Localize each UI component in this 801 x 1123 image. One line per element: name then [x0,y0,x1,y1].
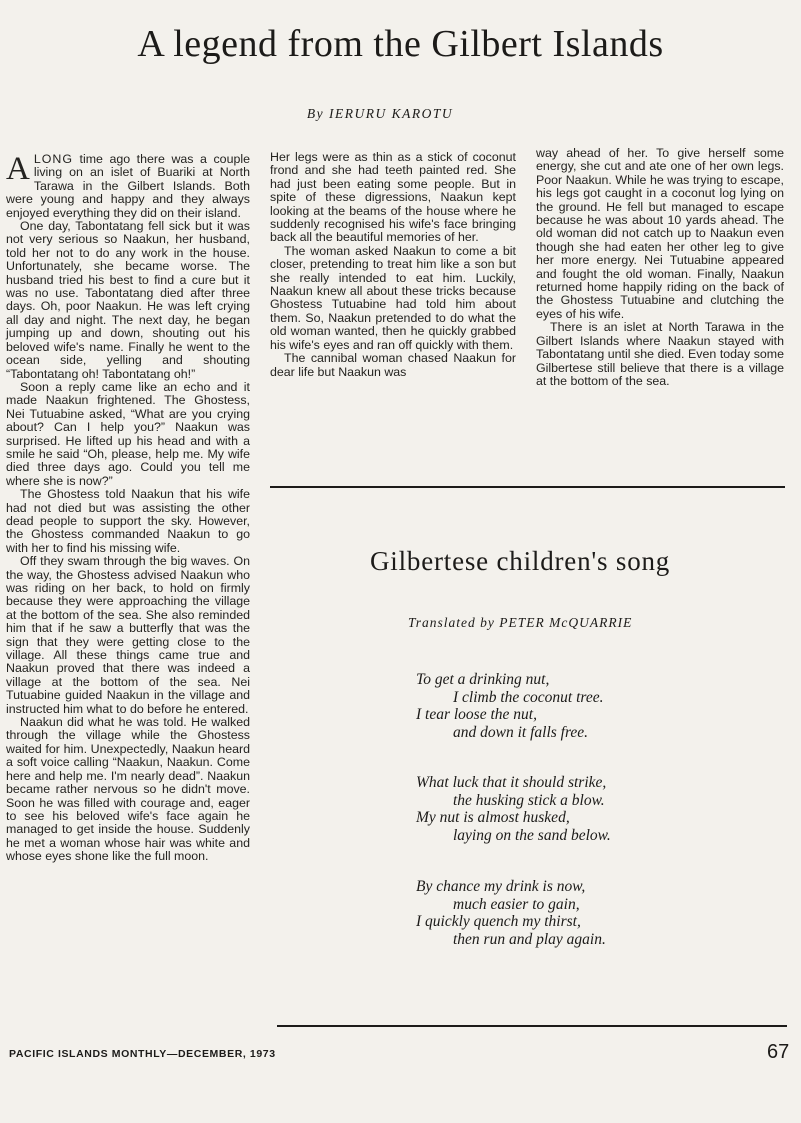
paragraph: Off they swam through the big waves. On the way, the Ghostess advised Naakun who was riding on her back, to hold on firmly because they were approaching the village at the bottom of the sea. She also reminded him that if he saw a butterfly that was the sign that they were getting close to the village. All these things came true and Naakun proved that there was indeed a village at the bottom of the sea. Nei Tutuabine guided Naakun in the village and instructed him what to do before he entered. [6,554,250,716]
translated-prefix: Translated by [408,615,500,630]
song-line: My nut is almost husked, [416,809,570,826]
song-line: then run and play again. [453,930,606,948]
paragraph: The woman asked Naakun to come a bit closer, pretending to treat him like a son but she really intended to eat him. Luckily, Naakun knew all about these tricks because Ghostess Tutuabine had told him about them. So, Naakun pretended to do what the old woman wanted, then he quickly grabbed his wife's eyes and ran off quickly with them. [270,243,516,352]
paragraph: The Ghostess told Naakun that his wife had not died but was assisting the other dead people to support the sky. However, the Ghostess commanded Naakun to go with her to find his missing wife. [6,487,250,555]
footer-divider [277,1025,787,1027]
byline [0,106,760,122]
author-name: IERURU KAROTU [329,106,454,121]
article-column-2 [270,151,516,379]
translator-credit [408,615,632,631]
section-divider [270,486,785,488]
paragraph-text: time ago there was a couple living on an islet of Buariki at North Tarawa in the Gilbert Islands. Both were young and happy and they always enjoyed everything they did on their island. [6,152,250,220]
song-stanza [416,671,756,741]
song-line: the husking stick a blow. [453,791,605,809]
article-column-1 [6,153,250,864]
article-column-3 [536,147,784,388]
lead-word: LONG [33,152,73,166]
page-number: 67 [767,1041,790,1063]
song-line: and down it falls free. [453,723,589,741]
paragraph: There is an islet at North Tarawa in the Gilbert Islands where Naakun stayed with Tabontatang until she died. Even today some Gilbertese still believe that there is a village at the bottom of the sea. [536,320,784,388]
song-stanza [416,774,756,844]
article-title: A legend from the Gilbert Islands [137,23,664,65]
song-line: I quickly quench my thirst, [416,913,581,930]
paragraph [6,153,250,220]
paragraph: One day, Tabontatang fell sick but it was not very serious so Naakun, her husband, told her not to do any work in the house. Unfortunately, she became worse. The husband tried his best to find a cure but it was no use. Tabontatang died after three days. Oh, poor Naakun. He was left crying all day and night. The next day, he began jumping up and down, shouting out his beloved wife's name. Finally he went to the ocean side, yelling and shouting “Tabontatang oh! Tabontatang oh!” [6,219,250,381]
drop-cap: A [6,151,30,187]
paragraph: Naakun did what he was told. He walked through the village while the Ghostess waited for him. Unexpectedly, Naakun heard a soft voice calling “Naakun, Naakun. Come here and help me. I'm nearly dead”. Naakun became rather nervous so he didn't move. Soon he was filled with courage and, eager to see his beloved wife's face again he managed to get inside the house. Suddenly he met a woman whose hair was white and whose eyes shone like the full moon. [6,715,250,864]
translator-name: PETER McQUARRIE [499,615,633,630]
song-line: What luck that it should strike, [416,774,607,791]
song-stanza [416,878,756,948]
paragraph: The cannibal woman chased Naakun for dear life but Naakun was [270,351,516,379]
song-title: Gilbertese children's song [370,546,671,576]
publication-footer: PACIFIC ISLANDS MONTHLY—DECEMBER, 1973 [9,1048,276,1060]
song-line: I tear loose the nut, [416,706,537,723]
song-line: By chance my drink is now, [416,878,586,895]
byline-prefix: By [306,106,329,121]
paragraph: Soon a reply came like an echo and it made Naakun frightened. The Ghostess, Nei Tutuabine asked, “What are you crying about? Can I help you?” Naakun was surprised. He lifted up his head and with a smile he said “Oh, please, help me. My wife died three days ago. Could you tell me where she is now?” [6,379,250,488]
paragraph: way ahead of her. To give herself some energy, she cut and ate one of her own legs. Poor Naakun. While he was trying to escape, his legs got caught in a coconut log lying on the ground. He fell but managed to escape because he was about 10 yards ahead. The old woman did not catch up to Naakun even though she had eaten her other leg to give her more energy. Nei Tutuabine appeared and fought the old woman. Finally, Naakun returned home happily riding on the back of the Ghostess Tutuabine and clutching the eyes of his wife. [536,146,784,321]
paragraph: Her legs were as thin as a stick of coconut frond and she had teeth painted red. She had just been eating some people. But in spite of these digressions, Naakun kept looking at the beams of the house where he suddenly recognised his wife's face bringing back all the beautiful memories of her. [270,150,516,245]
song-line: To get a drinking nut, [416,671,550,688]
song-line: laying on the sand below. [453,826,611,844]
song-line: much easier to gain, [453,895,580,913]
song-line: I climb the coconut tree. [453,688,604,706]
